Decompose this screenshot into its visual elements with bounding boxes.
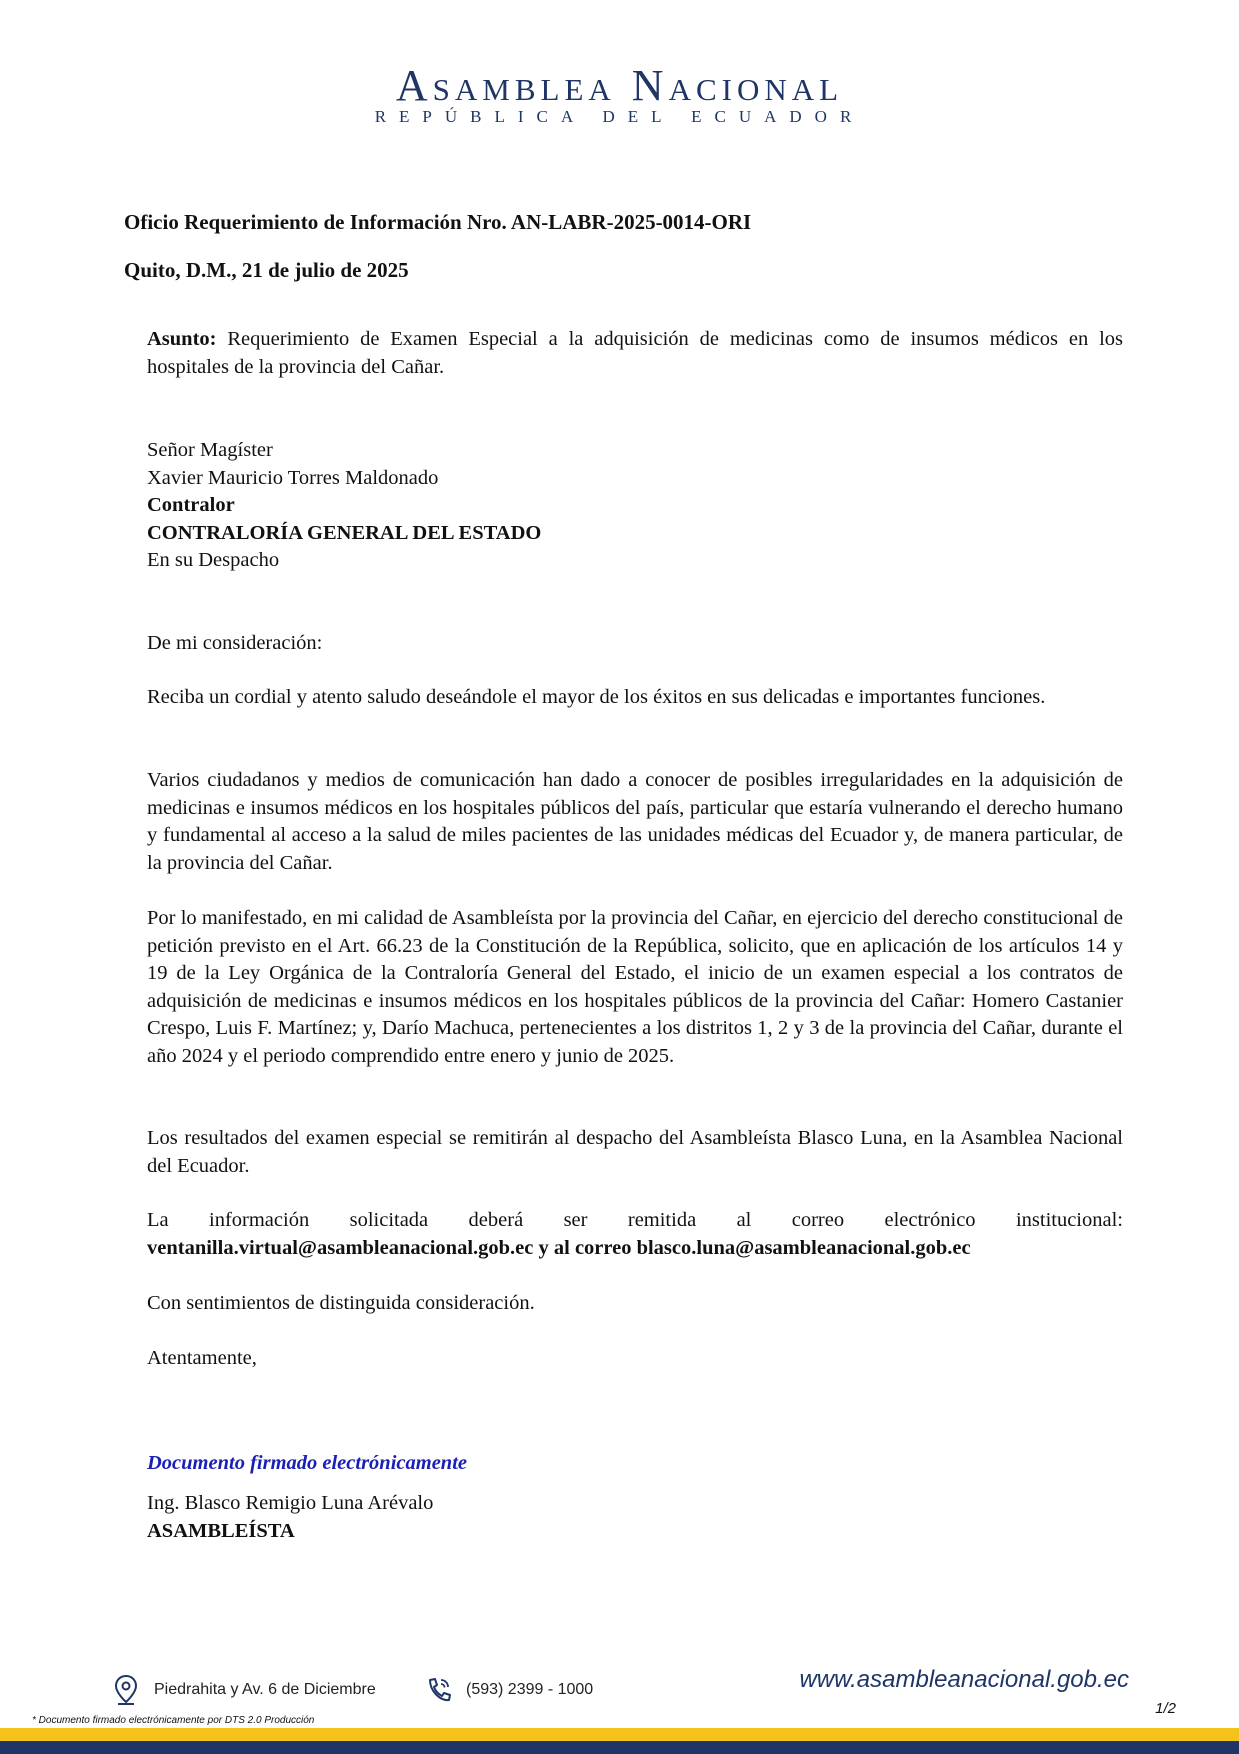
recipient-salutation: Señor Magíster [147,439,273,461]
closing-valediction: Atentamente, [147,1347,257,1369]
logo-subtitle: REPÚBLICA DEL ECUADOR [374,107,865,126]
footer-address-text: Piedrahita y Av. 6 de Diciembre [154,1681,376,1698]
greeting: De mi consideración: [147,632,323,654]
recipient-organization: CONTRALORÍA GENERAL DEL ESTADO [147,521,542,544]
recipient-title: Contralor [147,494,235,516]
recipient-location: En su Despacho [147,549,280,571]
recipient-block [147,437,1123,575]
subject-label: Asunto: [147,328,217,350]
footer-phone [424,1674,593,1706]
footer-stripe-blue [0,1741,1239,1754]
contact-emails: ventanilla.virtual@asambleanacional.gob.ec y al correo blasco.luna@asambleanacional.gob.ec [147,1236,971,1259]
letterhead [0,62,1239,128]
page-footer [0,1660,1239,1754]
location-pin-icon [112,1674,140,1706]
signer-role: ASAMBLEÍSTA [147,1519,295,1542]
logo-title: Asamblea Nacional [395,61,844,110]
document-reference: Oficio Requerimiento de Información Nro. AN-LABR-2025-0014-ORI [124,210,752,234]
signature-footnote: * Documento firmado electrónicamente por DTS 2.0 Producción [32,1715,315,1726]
paragraph-2: Varios ciudadanos y medios de comunicación han dado a conocer de posibles irregularidades en la adquisición de medicinas e insumos médicos en los hospitales públicos del país, particular que estaría vulnerando el derecho humano y fundamental al acceso a la salud de miles pacientes de las unidades médicas del Ecuador y, de manera particular, de la provincia del Cañar. [147,769,1123,874]
footer-website[interactable]: www.asambleanacional.gob.ec [799,1666,1129,1693]
signer-block [147,1490,1123,1545]
footer-phone-text: (593) 2399 - 1000 [466,1681,594,1698]
paragraph-1: Reciba un cordial y atento saludo deseándole el mayor de los éxitos en sus delicadas e importantes funciones. [147,686,1046,708]
page-number: 1/2 [1155,1700,1176,1717]
subject [147,326,1123,381]
footer-stripe-yellow [0,1728,1239,1741]
paragraph-4: Los resultados del examen especial se remitirán al despacho del Asambleísta Blasco Luna, en la Asamblea Nacional del Ecuador. [147,1127,1123,1177]
paragraph-3: Por lo manifestado, en mi calidad de Asambleísta por la provincia del Cañar, en ejercicio del derecho constitucional de petición previsto en el Art. 66.23 de la Constitución de la República, solicito, que en aplicación de los artículos 14 y 19 de la Ley Orgánica de la Contraloría General del Estado, el inicio de un examen especial a los contratos de adquisición de medicinas e insumos médicos en los hospitales públicos de la provincia del Cañar: Homero Castanier Crespo, Luis F. Martínez; y, Darío Machuca, pertenecientes a los distritos 1, 2 y 3 de la provincia del Cañar, durante el año 2024 y el periodo comprendido entre enero y junio de 2025. [147,907,1123,1067]
document-date: Quito, D.M., 21 de julio de 2025 [124,258,409,282]
recipient-name: Xavier Mauricio Torres Maldonado [147,466,439,489]
footer-address [112,1674,376,1706]
signer-name: Ing. Blasco Remigio Luna Arévalo [147,1492,434,1514]
paragraph-5 [147,1207,1123,1262]
closing-line: Con sentimientos de distinguida consideración. [147,1292,535,1314]
subject-text: Requerimiento de Examen Especial a la adquisición de medicinas como de insumos médicos en los hospitales de la provincia del Cañar. [147,328,1123,378]
phone-icon [424,1674,452,1706]
signature-note: Documento firmado electrónicamente [147,1452,467,1474]
paragraph-5-text: La información solicitada deberá ser remitida al correo electrónico institucional: [147,1209,1123,1231]
